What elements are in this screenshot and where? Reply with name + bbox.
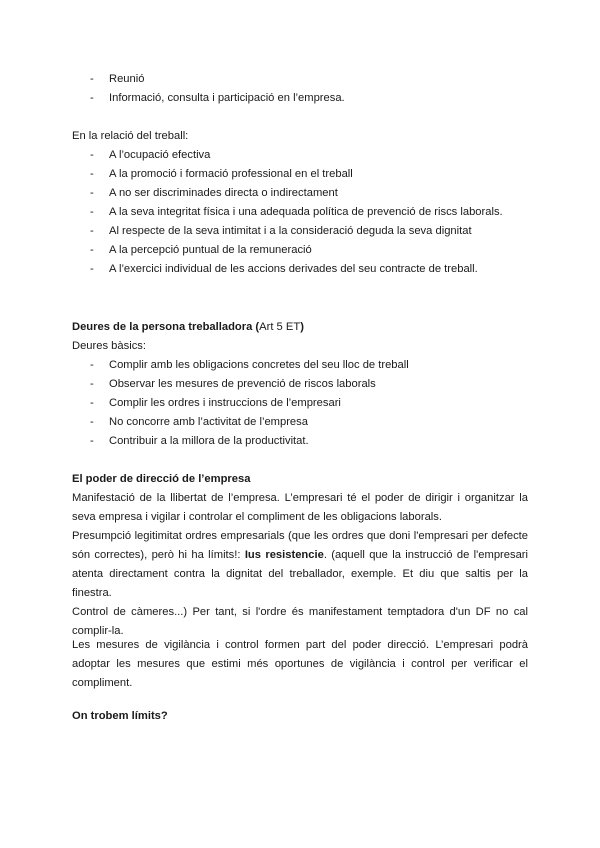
dash-bullet: -: [90, 378, 94, 390]
deures-heading: [72, 318, 528, 337]
list-item: [72, 432, 528, 451]
list-item-text: A la seva integritat física i una adequada política de prevenció de riscs laborals.: [109, 206, 503, 218]
paragraph-line: Les mesures de vigilància i control formen part del poder direcció. L’empresari podrà: [72, 639, 528, 651]
list-item: [72, 184, 528, 203]
dash-bullet: -: [90, 397, 94, 409]
list-item: [72, 222, 528, 241]
list-item-text: A la promoció i formació professional en el treball: [109, 168, 353, 180]
list-item: [72, 146, 528, 165]
dash-bullet: -: [90, 206, 94, 218]
paragraph-line: complir-la.: [72, 625, 124, 637]
paragraph-line: atenta directament contra la dignitat del treballador, exemple. Et diu que saltis per la finestra.: [72, 568, 528, 599]
paragraph-line: Control de càmeres...) Per tant, si l'ordre és manifestament temptadora d'un DF no cal: [72, 606, 528, 618]
list-item: [72, 260, 528, 279]
list-item-text: A l’ocupació efectiva: [109, 149, 211, 161]
poder-heading: El poder de direcció de l’empresa: [72, 473, 251, 485]
top-list: [72, 70, 528, 108]
deures-list: [72, 356, 528, 451]
list-item-text: A l’exercici individual de les accions derivades del seu contracte de treball.: [109, 263, 478, 275]
dash-bullet: -: [90, 359, 94, 371]
list-item-text: Al respecte de la seva intimitat i a la consideració deguda la seva dignitat: [109, 225, 472, 237]
list-item-text: Reunió: [109, 73, 145, 85]
list-item: [72, 356, 528, 375]
deures-heading-close: ): [300, 321, 304, 333]
list-item: [72, 394, 528, 413]
top-list-block: [72, 70, 528, 108]
poder-section: [72, 470, 528, 641]
paragraph-line: Manifestació de la llibertat de l’empresa. L’empresari té el poder de dirigir i organitzar la: [72, 492, 528, 504]
limits-section: [72, 707, 528, 726]
ius-resistencie-term: Ius resistencie: [244, 549, 324, 561]
dash-bullet: -: [90, 168, 94, 180]
deures-heading-bold: Deures de la persona treballadora: [72, 321, 253, 333]
list-item-text: Contribuir a la millora de la productivitat.: [109, 435, 309, 447]
dash-bullet: -: [90, 187, 94, 199]
dash-bullet: -: [90, 73, 94, 85]
relacio-list: [72, 146, 528, 279]
deures-subheading: Deures bàsics:: [72, 340, 146, 352]
relacio-intro: En la relació del treball:: [72, 130, 189, 142]
deures-heading-open: (: [252, 321, 260, 333]
paragraph-text: . (aquell que la instrucció de l'empresari: [323, 549, 529, 561]
paragraph-line: adoptar les mesures que estimi més oportunes de vigilància i control per verificar el: [72, 658, 528, 670]
paragraph-line: [72, 546, 528, 565]
paragraph-text: són correctes), però hi ha límits!:: [72, 549, 245, 561]
list-item: [72, 89, 528, 108]
limits-heading: On trobem límits?: [72, 710, 168, 722]
dash-bullet: -: [90, 225, 94, 237]
list-item: [72, 203, 528, 222]
list-item-text: Informació, consulta i participació en l’empresa.: [109, 92, 345, 104]
list-item: [72, 241, 528, 260]
deures-section: [72, 318, 528, 451]
list-item-text: Complir amb les obligacions concretes del seu lloc de treball: [109, 359, 409, 371]
list-item-text: A la percepció puntual de la remuneració: [109, 244, 312, 256]
list-item-text: Complir les ordres i instruccions de l’empresari: [109, 397, 341, 409]
list-item: [72, 70, 528, 89]
dash-bullet: -: [90, 416, 94, 428]
deures-heading-article: Art 5 ET: [259, 321, 301, 333]
vigilancia-paragraph: [72, 636, 528, 693]
list-item-text: No concorre amb l’activitat de l’empresa: [109, 416, 308, 428]
list-item: [72, 375, 528, 394]
list-item: [72, 413, 528, 432]
list-item-text: Observar les mesures de prevenció de riscos laborals: [109, 378, 376, 390]
paragraph-line: seva empresa i vigilar i controlar el compliment de les obligacions laborals.: [72, 511, 442, 523]
dash-bullet: -: [90, 244, 94, 256]
dash-bullet: -: [90, 149, 94, 161]
dash-bullet: -: [90, 92, 94, 104]
dash-bullet: -: [90, 435, 94, 447]
paragraph-line: compliment.: [72, 677, 133, 689]
list-item-text: A no ser discriminades directa o indirectament: [109, 187, 338, 199]
paragraph-line: Presumpció legitimitat ordres empresarials (que les ordres que doni l'empresari per defecte: [72, 530, 528, 542]
dash-bullet: -: [90, 263, 94, 275]
list-item: [72, 165, 528, 184]
relacio-section: [72, 127, 528, 279]
